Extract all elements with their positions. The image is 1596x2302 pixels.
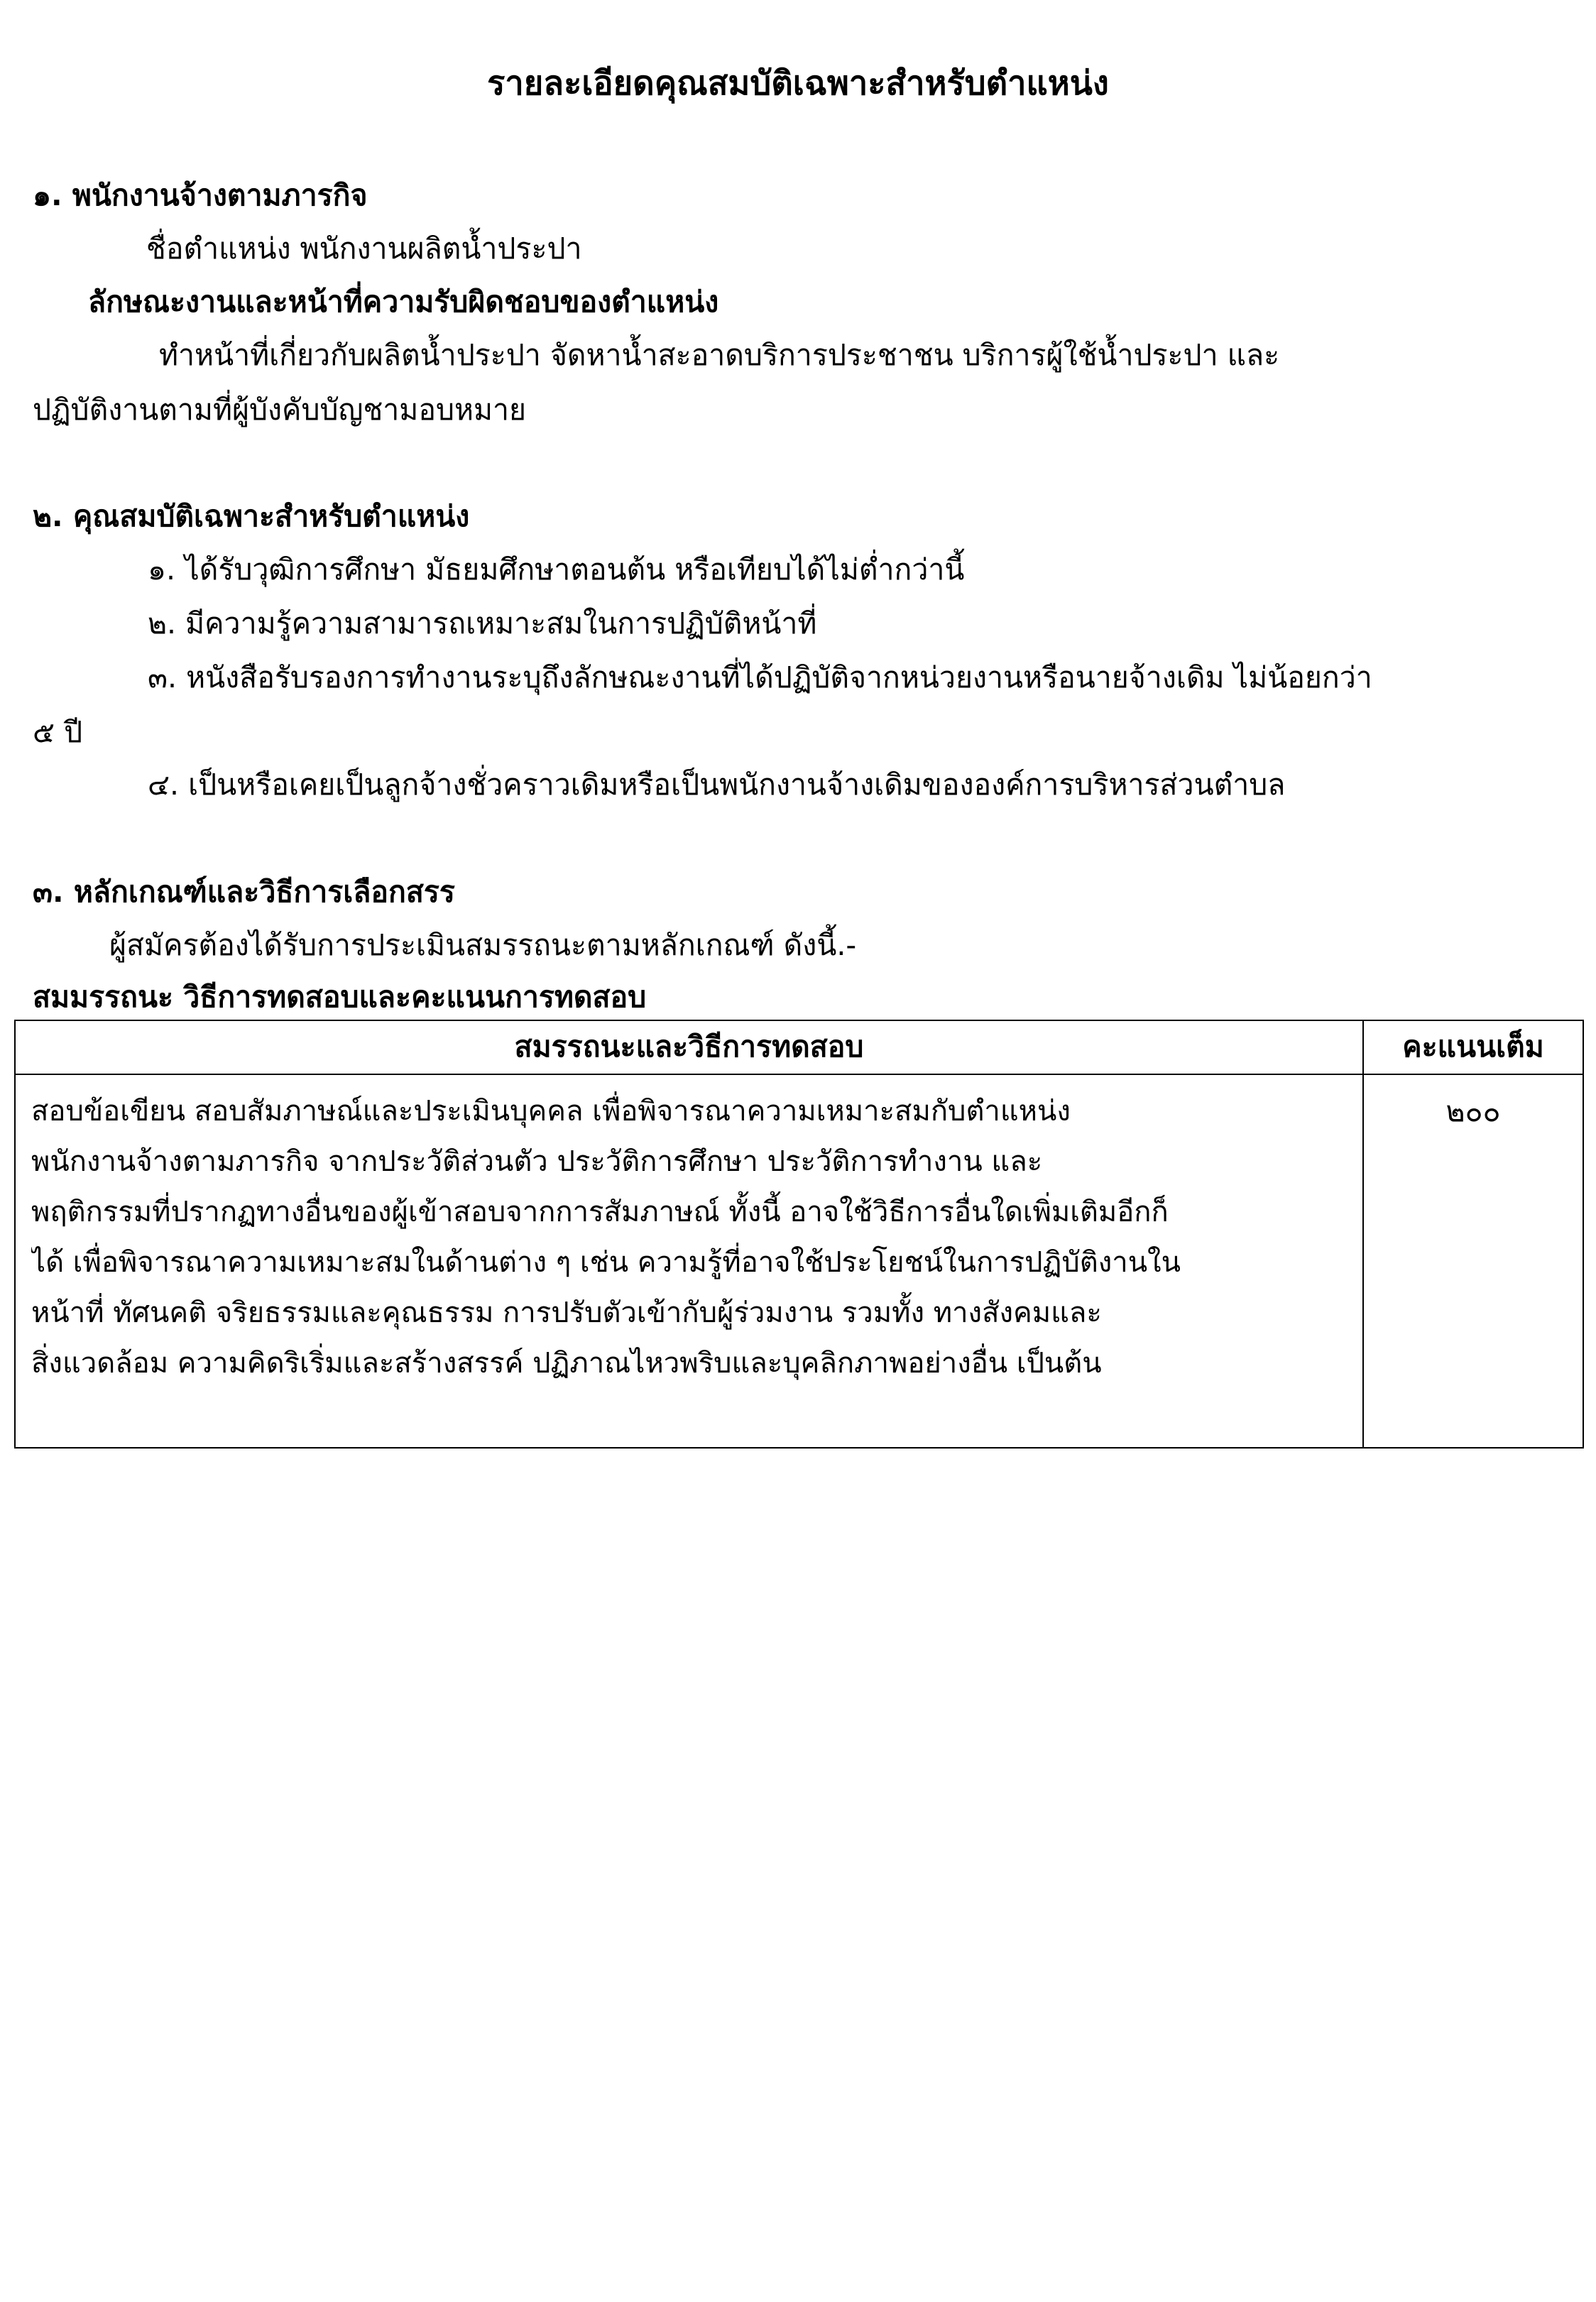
- qualification-item-3-continued: ๕ ปี: [33, 715, 83, 749]
- document-title: รายละเอียดคุณสมบัติเฉพาะสำหรับตำแหน่ง: [487, 64, 1109, 103]
- selection-intro: ผู้สมัครต้องได้รับการประเมินสมรรถนะตามหลักเกณฑ์ ดังนี้.-: [109, 928, 857, 962]
- duties-heading: ลักษณะงานและหน้าที่ความรับผิดชอบของตำแหน่ง: [88, 285, 719, 319]
- description-line: สิ่งแวดล้อม ความคิดริเริ่มและสร้างสรรค์ ปฏิภาณไหวพริบและบุคลิกภาพอย่างอื่น เป็นต้น: [31, 1347, 1102, 1380]
- table-header-competency: สมรรถนะและวิธีการทดสอบ: [514, 1030, 864, 1064]
- section2-heading: ๒. คุณสมบัติเฉพาะสำหรับตำแหน่ง: [33, 499, 470, 533]
- table-header-full-score: คะแนนเต็ม: [1402, 1030, 1544, 1064]
- qualification-item-3: ๓. หนังสือรับรองการทำงานระบุถึงลักษณะงานที่ได้ปฏิบัติจากหน่วยงานหรือนายจ้างเดิม ไม่น้อยกว่า: [148, 660, 1372, 694]
- table-caption: สมมรรถนะ วิธีการทดสอบและคะแนนการทดสอบ: [33, 980, 647, 1014]
- qualification-item-4: ๔. เป็นหรือเคยเป็นลูกจ้างชั่วคราวเดิมหรือเป็นพนักงานจ้างเดิมขององค์การบริหารส่วนตำบล: [148, 768, 1286, 802]
- qualification-item-2: ๒. มีความรู้ความสามารถเหมาะสมในการปฏิบัติหน้าที่: [148, 606, 817, 640]
- table-column-divider: [1362, 1021, 1364, 1447]
- description-line: หน้าที่ ทัศนคติ จริยธรรมและคุณธรรม การปรับตัวเข้ากับผู้ร่วมงาน รวมทั้ง ทางสังคมและ: [31, 1297, 1102, 1329]
- competency-table: [14, 1020, 1584, 1449]
- description-line: พนักงานจ้างตามภารกิจ จากประวัติส่วนตัว ประวัติการศึกษา ประวัติการทำงาน และ: [31, 1145, 1043, 1178]
- description-line: พฤติกรรมที่ปรากฏทางอื่นของผู้เข้าสอบจากการสัมภาษณ์ ทั้งนี้ อาจใช้วิธีการอื่นใดเพิ่มเติมอีกก็: [31, 1196, 1169, 1228]
- position-name-line: ชื่อตำแหน่ง พนักงานผลิตน้ำประปา: [146, 231, 582, 266]
- table-cell-description: [31, 1086, 1349, 1389]
- table-cell-score: ๒๐๐: [1445, 1094, 1501, 1128]
- description-line: ได้ เพื่อพิจารณาความเหมาะสมในด้านต่าง ๆ เช่น ความรู้ที่อาจใช้ประโยชน์ในการปฏิบัติงานใน: [31, 1246, 1181, 1279]
- duties-text-line2: ปฏิบัติงานตามที่ผู้บังคับบัญชามอบหมาย: [33, 393, 527, 427]
- qualification-item-1: ๑. ได้รับวุฒิการศึกษา มัธยมศึกษาตอนต้น หรือเทียบได้ไม่ต่ำกว่านี้: [148, 552, 965, 587]
- section3-heading: ๓. หลักเกณฑ์และวิธีการเลือกสรร: [33, 875, 455, 909]
- table-header-divider: [16, 1074, 1583, 1075]
- section1-heading: ๑. พนักงานจ้างตามภารกิจ: [33, 178, 368, 212]
- duties-text-line1: ทำหน้าที่เกี่ยวกับผลิตน้ำประปา จัดหาน้ำสะอาดบริการประชาชน บริการผู้ใช้น้ำประปา และ: [159, 338, 1280, 372]
- description-line: สอบข้อเขียน สอบสัมภาษณ์และประเมินบุคคล เพื่อพิจารณาความเหมาะสมกับตำแหน่ง: [31, 1095, 1071, 1128]
